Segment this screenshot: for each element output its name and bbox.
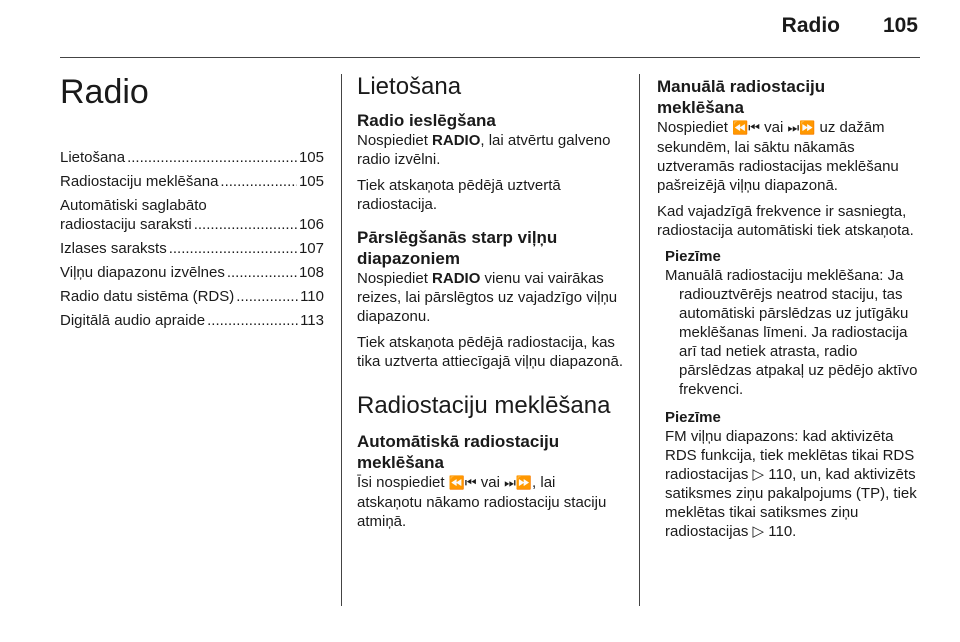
toc-entry-page: 105 [298,173,324,190]
page-number: 105 [882,14,918,37]
toc-entry-page: 108 [298,264,324,281]
column-divider-1 [341,74,342,606]
subsection-heading: Manuālā radiostaciju meklēšana [657,77,826,117]
note-text: Manuālā radiostaciju meklēšana: Ja radiouztvērējs neatrod staciju, tas automātiski pārslēdzas uz jutīgāku meklēšanas līmeni. Ja radiostacija arī tad netiek atrasta, radio pārslēdzas atpakaļ uz pēdējo aktīvo frekvenci. [665,267,918,398]
note-heading: Piezīme [665,409,721,426]
subsection-heading: Automātiskā radiostaciju meklēšana [357,432,560,472]
page-reference-link[interactable]: ▷ 110 [752,523,793,540]
paragraph: Nospiediet RADIO vienu vai vairākas reizes, lai pārslēgtos uz vajadzīgo viļņu diapazonu. [357,270,618,325]
seek-forward-icon: ⏭⏩ [504,476,533,491]
paragraph: Īsi nospiediet ⏪⏮ vai ⏭⏩, lai atskaņotu nākamo radiostaciju staciju atmiņā. [357,474,607,530]
toc-entry-label: Lietošana [60,149,126,166]
toc-entry-page: 107 [298,240,324,257]
subsection-heading: Radio ieslēgšana [357,111,496,130]
toc-entry-label: Izlases saraksts [60,240,167,257]
paragraph: Nospiediet ⏪⏮ vai ⏭⏩ uz dažām sekundēm, lai sāktu nākamās uztveramās radiostacijas meklēšanu pašreizējā viļņu diapazonā. [657,119,899,194]
toc-entry[interactable] [60,263,324,282]
subsection-heading: Pārslēgšanās starp viļņu diapazoniem [357,228,558,268]
seek-forward-icon: ⏭⏩ [787,121,816,136]
seek-back-icon: ⏪⏮ [732,121,760,136]
toc-entry[interactable] [60,148,324,167]
toc-entry-label-line1: Automātiski saglabāto [60,197,207,214]
toc-entry-label: Radio datu sistēma (RDS) [60,288,235,305]
paragraph: Nospiediet RADIO, lai atvērtu galveno radio izvēlni. [357,132,611,168]
paragraph: Tiek atskaņota pēdējā uztvertā radiostacija. [357,177,561,213]
section-heading: Lietošana [357,73,462,100]
toc-entry-page: 113 [300,312,324,329]
table-of-contents [60,148,324,330]
radio-key-label: RADIO [432,270,481,287]
toc-entry-label: radiostaciju saraksti [60,216,192,233]
content-column-3 [657,72,923,550]
note-heading: Piezīme [665,248,721,265]
toc-entry-page: 110 [300,288,324,305]
header-rule [60,57,920,58]
toc-entry[interactable] [60,239,324,258]
page-reference-link[interactable]: ▷ 110 [752,466,793,483]
note-text: FM viļņu diapazons: kad aktivizēta RDS funkcija, tiek meklētas tikai RDS radiostacijas ▷ 110, un, kad aktivizēts satiksmes ziņu pakalpojums (TP), tiek meklētas tikai satiksmes ziņu radiostacijas ▷ 110. [665,428,917,540]
paragraph: Tiek atskaņota pēdējā radiostacija, kas tika uztverta attiecīgajā viļņu diapazonā. [357,334,623,370]
radio-key-label: RADIO [432,132,481,149]
paragraph: Kad vajadzīgā frekvence ir sasniegta, radiostacija automātiski tiek atskaņota. [657,203,914,239]
content-column-2 [357,72,623,538]
toc-entry[interactable] [60,311,324,330]
chapter-title: Radio [60,73,149,111]
toc-entry-page: 105 [298,149,324,166]
toc-entry-label: Viļņu diapazonu izvēlnes [60,264,225,281]
toc-entry[interactable] [60,172,324,191]
column-divider-2 [639,74,640,606]
toc-entry-page: 106 [298,216,324,233]
running-header-title: Radio [781,14,840,37]
seek-back-icon: ⏪⏮ [448,476,477,491]
toc-entry[interactable] [60,196,324,234]
toc-entry-label: Radiostaciju meklēšana [60,173,219,190]
section-heading: Radiostaciju meklēšana [357,392,611,419]
toc-entry[interactable] [60,287,324,306]
toc-entry-label: Digitālā audio apraide [60,312,206,329]
note-box [665,247,923,541]
toc-column [60,72,324,335]
